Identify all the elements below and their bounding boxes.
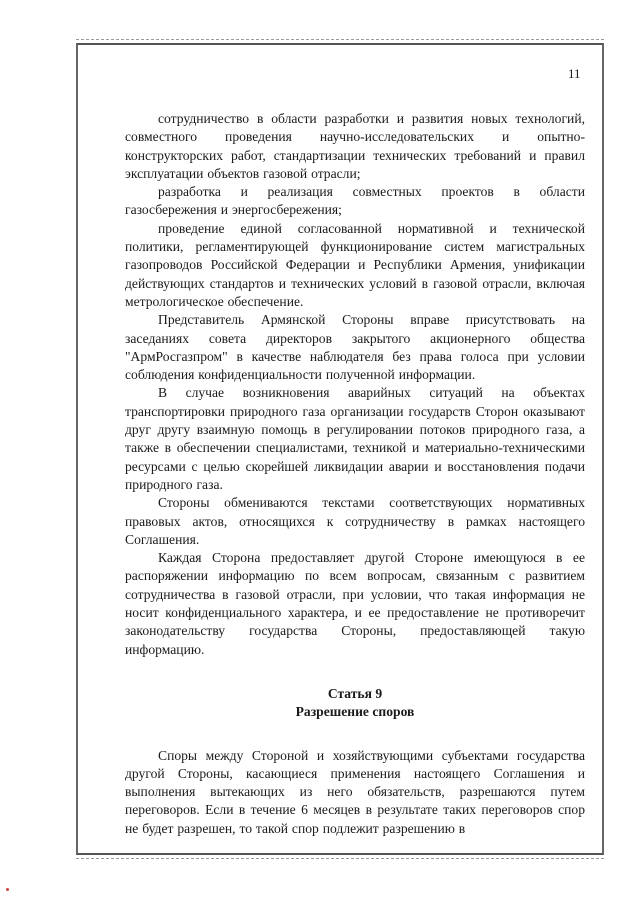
article-heading	[125, 685, 585, 722]
scan-mark	[6, 888, 9, 891]
paragraph: сотрудничество в области разработки и развития новых технологий, совместного проведения научно-исследовательских и опытно-конструкторских работ, стандартизации технических требований и правил эксплуатации объектов газовой отрасли;	[125, 111, 585, 181]
paragraph: Споры между Стороной и хозяйствующими субъектами государства другой Стороны, касающиеся применения настоящего Соглашения и выполнения вытекающих из него обязательств, разрешаются путем переговоров. Если в течение 6 месяцев в результате таких переговоров спор не будет разрешен, то такой спор подлежит разрешению в	[125, 747, 585, 836]
document-body	[125, 110, 585, 838]
paragraph: Представитель Армянской Стороны вправе присутствовать на заседаниях совета директоров закрытого акционерного общества "АрмРосгазпром" в качестве наблюдателя без права голоса при условии соблюдения конфиденциальности полученной информации.	[125, 312, 585, 383]
article-title: Разрешение споров	[295, 704, 415, 720]
article-number: Статья 9	[327, 685, 383, 701]
page-number: 11	[568, 66, 581, 81]
paragraph: Каждая Сторона предоставляет другой Стороне имеющуюся в ее распоряжении информацию по всем вопросам, связанным с развитием сотрудничества в газовой отрасли, при условии, что такая информация не носит конфиденциального характера, и ее предоставление не противоречит законодательству государства Стороны, предоставляющей такую информацию.	[125, 550, 585, 657]
paragraph: В случае возникновения аварийных ситуаций на объектах транспортировки природного газа организации государств Сторон оказывают друг другу взаимную помощь в регулировании потоков природного газа, а также в обеспечении специалистами, техникой и материально-техническими ресурсами с целью скорейшей ликвидации аварии и восстановления подачи природного газа.	[125, 385, 585, 492]
paragraph: проведение единой согласованной нормативной и технической политики, регламентирующей функционирование систем магистральных газопроводов Российской Федерации и Республики Армения, унификации действующих стандартов и технических условий в газовой отрасли, включая метрологическое обеспечение.	[125, 220, 585, 309]
paragraph: разработка и реализация совместных проектов в области газосбережения и энергосбережения;	[125, 184, 585, 218]
paragraph: Стороны обмениваются текстами соответствующих нормативных правовых актов, относящихся к сотрудничеству в рамках настоящего Соглашения.	[125, 495, 585, 547]
